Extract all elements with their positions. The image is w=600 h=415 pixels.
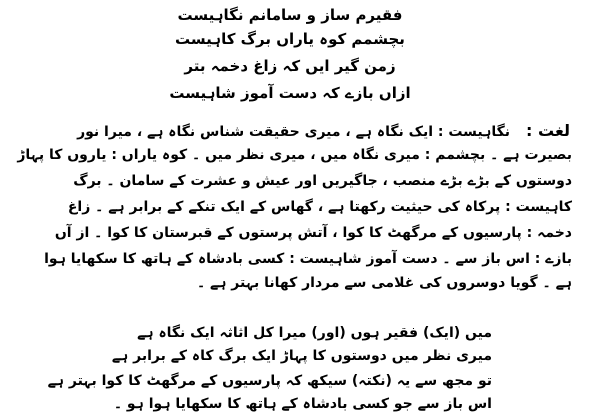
verse-line: زمن گیر ایں کہ زاغ دخمہ بتر <box>184 57 396 75</box>
glossary-line: کاہیست : پرکاہ کی حیثیت رکھتا ہے ، گھاس کے ایک تنکے کے برابر ہے ۔ زاغ <box>67 199 572 215</box>
glossary-line: دوستوں کے بڑے بڑے منصب ، جاگیریں اور عیش و عشرت کے سامان ۔ برگ <box>73 173 572 189</box>
translation-line: تو مجھ سے یہ (نکتہ) سیکھ کہ پارسیوں کے مرگھٹ کا کوا بہتر ہے <box>47 373 492 389</box>
verse-line: فقیرم ساز و سامانم نگاہیست <box>177 6 403 24</box>
glossary-heading: لغت : <box>526 121 570 140</box>
glossary-line: ہے ۔ گویا دوسروں کی غلامی سے مردار کھانا بہتر ہے ۔ <box>196 275 572 291</box>
translation-line: اس باز سے جو کسی بادشاہ کے ہاتھ کا سکھایا ہوا ہو ۔ <box>113 396 492 412</box>
translation-line: میری نظر میں دوستوں کا پہاڑ ایک برگ کاہ کے برابر ہے <box>111 348 492 364</box>
glossary-line: دخمہ : پارسیوں کے مرگھٹ کا کوا ، آتش پرستوں کے قبرستان کا کوا ۔ از آں <box>54 225 572 241</box>
glossary-line: بازے : اس باز سے ۔ دست آموز شاہیست : کسی بادشاہ کے ہاتھ کا سکھایا ہوا <box>44 251 572 267</box>
glossary-line: نگاہیست : ایک نگاہ ہے ، میری حقیقت شناس نگاہ ہے ، میرا نور <box>77 124 510 140</box>
translation-line: میں (ایک) فقیر ہوں (اور) میرا کل اثاثہ ایک نگاہ ہے <box>137 325 492 341</box>
glossary-line: بصیرت ہے ۔ بچشمم : میری نگاہ میں ، میری نظر میں ۔ کوہ یاراں : یاروں کا پہاڑ <box>17 147 572 163</box>
verse-line: بچشمم کوہ یاراں برگ کاہیست <box>175 30 405 48</box>
verse-line: ازاں بازے کہ دست آموز شاہیست <box>169 84 411 102</box>
